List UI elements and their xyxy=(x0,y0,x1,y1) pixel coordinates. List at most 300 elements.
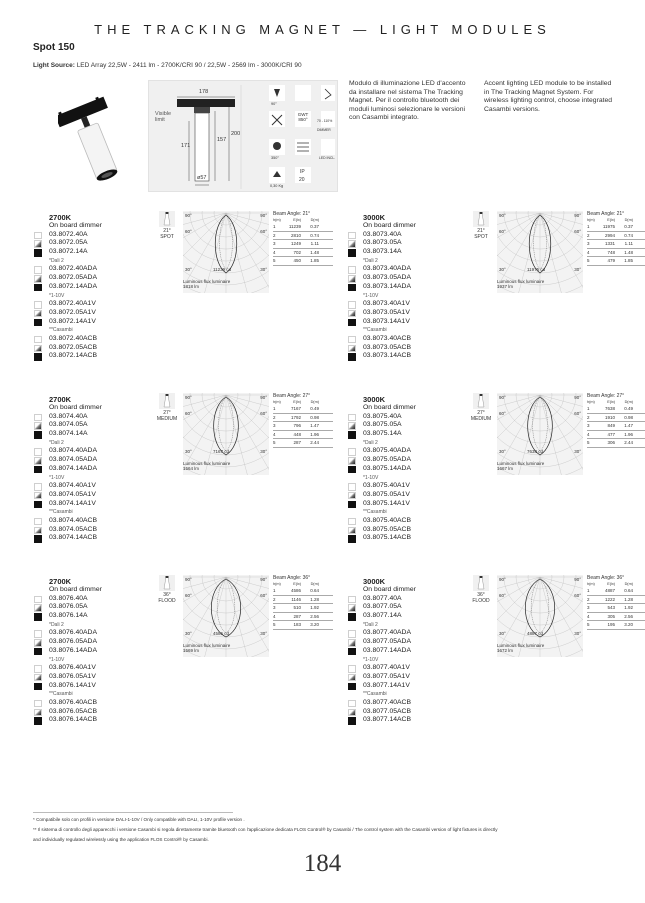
product-code xyxy=(33,265,173,274)
product-code-text: 03.8077.14ADA xyxy=(363,646,411,654)
row-diameter: 1.28 xyxy=(624,596,633,602)
flux-value: 1569 lm xyxy=(183,648,200,653)
row-diameter: 1.96 xyxy=(624,431,633,437)
row-height: 2 xyxy=(587,232,590,238)
beam-table-row xyxy=(273,232,333,241)
col-illuminance: E(lx) xyxy=(293,582,301,586)
finish-swatch xyxy=(348,353,356,361)
beam-table-row xyxy=(273,414,333,423)
product-code-text: 03.8076.14A xyxy=(49,612,88,620)
beam-table-row xyxy=(587,223,645,232)
control-type-note: *Dali 2 xyxy=(363,621,378,628)
col-height: h(m) xyxy=(587,400,595,404)
beam-angle-value: 36° xyxy=(302,575,311,581)
col-height: h(m) xyxy=(273,218,281,222)
product-code-text: 03.8072.14A xyxy=(49,248,88,256)
row-illuminance: 11975 xyxy=(602,224,615,229)
finish-swatch xyxy=(34,630,42,638)
flux-value: 1818 lm xyxy=(183,284,200,289)
angle-30-left: 30° xyxy=(499,267,506,272)
product-code xyxy=(33,231,173,240)
finish-swatch xyxy=(34,527,42,535)
beam-angle-badge: 36° xyxy=(163,592,171,598)
color-temperature: 3000K xyxy=(363,395,386,404)
beam-table-row xyxy=(587,613,645,622)
product-code xyxy=(347,248,487,257)
product-code xyxy=(33,682,173,691)
product-code xyxy=(347,335,487,344)
onboard-dimmer-label: On board dimmer xyxy=(363,586,416,593)
row-illuminance: 2994 xyxy=(604,232,615,238)
description-italian: Modulo di illuminazione LED d'accento da installare nel sistema The Tracking Magnet. Per il controllo bluetooth dei moduli luminosi selezionare le versioni con Casambi integrato. xyxy=(349,80,466,122)
finish-swatch xyxy=(348,310,356,318)
product-code-text: 03.8074.14ACB xyxy=(49,534,97,542)
beam-angle-value: 27° xyxy=(302,393,311,399)
angle-60-right: 60° xyxy=(260,229,267,234)
product-code-text: 03.8075.05A xyxy=(363,421,402,429)
row-diameter: 2.56 xyxy=(624,613,633,619)
finish-swatch xyxy=(34,709,42,717)
row-height: 3 xyxy=(587,605,590,611)
product-code xyxy=(33,344,173,353)
finish-swatch xyxy=(34,518,42,526)
beam-spot-icon xyxy=(159,575,175,591)
beam-table-row xyxy=(273,405,333,414)
flux-label: Luminous flux luminaire xyxy=(183,461,231,466)
row-height: 4 xyxy=(587,431,590,437)
row-height: 4 xyxy=(587,613,590,619)
control-type-note: **Casambi xyxy=(363,327,387,334)
row-illuminance: 7167 xyxy=(290,406,301,411)
product-code-text: 03.8076.14ACB xyxy=(49,716,97,724)
beam-table xyxy=(587,575,645,630)
product-code xyxy=(347,421,487,430)
product-code xyxy=(33,595,173,604)
tilt-range-label: 70 - 110% xyxy=(317,119,333,123)
row-diameter: 0.98 xyxy=(624,414,633,420)
finish-swatch xyxy=(34,431,42,439)
dimension-157: 157 xyxy=(217,137,227,143)
beam-table-row xyxy=(587,596,645,605)
row-illuminance: 2810 xyxy=(290,232,301,238)
peak-candela: 4887 cd xyxy=(527,631,544,636)
product-code-text: 03.8077.40A1V xyxy=(363,664,410,672)
product-code xyxy=(33,603,173,612)
angle-30-left: 30° xyxy=(185,449,192,454)
product-code xyxy=(33,612,173,621)
row-height: 1 xyxy=(587,224,590,229)
dimension-diameter: ø57 xyxy=(197,175,207,181)
angle-30-right: 30° xyxy=(574,631,581,636)
product-code-text: 03.8074.05A xyxy=(49,421,88,429)
finish-swatch xyxy=(348,604,356,612)
beam-table xyxy=(587,211,645,266)
product-code xyxy=(347,283,487,292)
row-diameter: 1.92 xyxy=(310,605,319,611)
light-source-text: LED Array 22,5W - 2411 lm - 2700K/CRI 90 / 22,5W - 2569 lm - 3000K/CRI 90 xyxy=(74,62,302,69)
beam-type-name: MEDIUM xyxy=(156,416,178,422)
row-diameter: 1.47 xyxy=(310,423,319,429)
row-diameter: 1.48 xyxy=(310,249,319,255)
row-height: 1 xyxy=(587,406,590,411)
beam-table-row xyxy=(587,257,645,266)
technical-drawing-panel xyxy=(148,80,338,192)
beam-spot-icon xyxy=(473,575,489,591)
beam-table-row xyxy=(587,439,645,448)
color-temperature: 3000K xyxy=(363,213,386,222)
angle-30-right: 30° xyxy=(574,267,581,272)
row-height: 3 xyxy=(587,423,590,429)
beam-table xyxy=(273,575,333,630)
product-code xyxy=(33,500,173,509)
finish-swatch xyxy=(348,630,356,638)
row-illuminance: 543 xyxy=(607,605,615,611)
product-code-text: 03.8073.14ACB xyxy=(363,352,411,360)
product-code xyxy=(33,526,173,535)
product-code-text: 03.8075.40ACB xyxy=(363,516,411,524)
product-code xyxy=(347,595,487,604)
description-english: Accent lighting LED module to be installed in The Tracking Magnet System. For wireless lighting control, choose integrated Casambi versions. xyxy=(484,80,613,113)
row-illuminance: 11239 xyxy=(288,224,301,229)
product-code-text: 03.8075.05ADA xyxy=(363,456,411,464)
beam-type xyxy=(153,393,181,422)
product-code xyxy=(33,413,173,422)
product-code-text: 03.8073.05ACB xyxy=(363,343,411,351)
control-type-note: *Dali 2 xyxy=(49,257,64,264)
product-code xyxy=(33,708,173,717)
beam-spot-icon xyxy=(473,211,489,227)
finish-swatch xyxy=(34,492,42,500)
product-code xyxy=(347,265,487,274)
row-height: 1 xyxy=(273,588,276,593)
product-code-text: 03.8077.05A xyxy=(363,603,402,611)
finish-swatch xyxy=(348,431,356,439)
row-illuminance: 1222 xyxy=(604,596,615,602)
row-diameter: 0.64 xyxy=(624,588,633,593)
col-illuminance: E(lx) xyxy=(607,218,615,222)
beam-table-row xyxy=(587,604,645,613)
product-code-text: 03.8075.14ACB xyxy=(363,534,411,542)
row-illuminance: 305 xyxy=(607,613,615,619)
row-height: 5 xyxy=(587,440,590,446)
product-code xyxy=(347,344,487,353)
finish-swatch xyxy=(34,535,42,543)
finish-swatch xyxy=(34,275,42,283)
finish-swatch xyxy=(34,501,42,509)
product-code-text: 03.8075.14ADA xyxy=(363,464,411,472)
finish-swatch xyxy=(34,336,42,344)
product-code-text: 03.8077.05ADA xyxy=(363,638,411,646)
angle-90-left: 90° xyxy=(185,395,192,400)
product-code xyxy=(33,699,173,708)
product-code-text: 03.8076.40ADA xyxy=(49,629,97,637)
row-illuminance: 1792 xyxy=(290,414,301,420)
beam-table xyxy=(587,393,645,448)
luminous-flux xyxy=(497,279,587,289)
code-list xyxy=(33,222,173,361)
finish-swatch xyxy=(34,483,42,491)
product-code xyxy=(33,673,173,682)
finish-swatch xyxy=(34,683,42,691)
angle-60-left: 60° xyxy=(499,593,506,598)
product-code xyxy=(33,283,173,292)
finish-swatch xyxy=(34,457,42,465)
product-code-text: 03.8073.40ADA xyxy=(363,265,411,273)
product-code-text: 03.8076.05ADA xyxy=(49,638,97,646)
product-subtitle: Spot 150 xyxy=(33,42,75,53)
angle-30-left: 30° xyxy=(499,631,506,636)
finish-swatch xyxy=(34,639,42,647)
beam-table-row xyxy=(587,232,645,241)
col-illuminance: E(lx) xyxy=(293,400,301,404)
product-code xyxy=(347,231,487,240)
angle-90-right: 90° xyxy=(574,577,581,582)
product-code xyxy=(33,300,173,309)
beam-angle-badge: 36° xyxy=(477,592,485,598)
row-height: 3 xyxy=(273,423,276,429)
row-illuminance: 477 xyxy=(607,431,615,437)
product-code-text: 03.8076.40A1V xyxy=(49,664,96,672)
product-code-text: 03.8074.40ACB xyxy=(49,516,97,524)
finish-swatch xyxy=(348,717,356,725)
product-code xyxy=(347,430,487,439)
product-code xyxy=(33,517,173,526)
finish-swatch xyxy=(348,336,356,344)
product-code-text: 03.8075.40A1V xyxy=(363,482,410,490)
beam-table-row xyxy=(273,604,333,613)
product-code-text: 03.8076.14ADA xyxy=(49,646,97,654)
product-code-text: 03.8073.05A1V xyxy=(363,308,410,316)
product-code xyxy=(33,430,173,439)
light-source-line xyxy=(33,62,302,69)
led-included-label: LED INCL. xyxy=(319,156,336,160)
finish-swatch xyxy=(348,648,356,656)
footnote-divider xyxy=(33,812,233,813)
angle-30-left: 30° xyxy=(499,449,506,454)
code-list xyxy=(347,404,487,543)
row-illuminance: 702 xyxy=(293,249,301,255)
footnote-3: and individually regulated wirelessly using the application FLOS Control® by Casambi. xyxy=(33,837,209,842)
product-code-text: 03.8072.40ACB xyxy=(49,334,97,342)
beam-angle-badge: 27° xyxy=(477,410,485,416)
variant-block xyxy=(33,213,333,383)
beam-table-row xyxy=(273,587,333,596)
onboard-dimmer-label: On board dimmer xyxy=(49,222,102,229)
dimension-drawing xyxy=(149,81,339,193)
angle-30-right: 30° xyxy=(260,267,267,272)
product-code xyxy=(347,629,487,638)
flux-label: Luminous flux luminaire xyxy=(497,643,545,648)
angle-90-left: 90° xyxy=(185,213,192,218)
luminous-flux xyxy=(183,279,273,289)
product-code xyxy=(33,318,173,327)
row-height: 5 xyxy=(587,258,590,264)
angle-30-right: 30° xyxy=(260,449,267,454)
beam-angle-value: 36° xyxy=(616,575,625,581)
row-height: 3 xyxy=(273,605,276,611)
control-type-note: *Dali 2 xyxy=(49,621,64,628)
row-illuminance: 1331 xyxy=(604,241,615,247)
product-code xyxy=(33,647,173,656)
finish-swatch xyxy=(348,240,356,248)
control-type-note: **Casambi xyxy=(49,691,73,698)
row-diameter: 0.37 xyxy=(310,224,319,229)
row-illuminance: 1249 xyxy=(290,241,301,247)
row-diameter: 2.44 xyxy=(310,440,319,446)
beam-angle-label: Beam Angle: xyxy=(587,393,616,399)
finish-swatch xyxy=(34,466,42,474)
row-diameter: 1.85 xyxy=(310,258,319,264)
visible-limit-label: Visible limit xyxy=(155,111,172,123)
product-code xyxy=(347,309,487,318)
beam-table-row xyxy=(273,223,333,232)
beam-spot-icon xyxy=(473,393,489,409)
product-code xyxy=(33,482,173,491)
beam-angle-label: Beam Angle: xyxy=(587,575,616,581)
finish-swatch xyxy=(34,345,42,353)
product-code xyxy=(347,716,487,725)
row-height: 3 xyxy=(273,241,276,247)
row-height: 1 xyxy=(587,588,590,593)
angle-90-right: 90° xyxy=(574,213,581,218)
product-code-text: 03.8076.05A xyxy=(49,603,88,611)
product-code xyxy=(33,664,173,673)
finish-swatch xyxy=(34,310,42,318)
row-height: 4 xyxy=(587,249,590,255)
product-code xyxy=(347,603,487,612)
row-height: 5 xyxy=(273,258,276,264)
product-code-text: 03.8076.05A1V xyxy=(49,672,96,680)
product-code-text: 03.8074.40A xyxy=(49,412,88,420)
flux-value: 1937 lm xyxy=(497,284,514,289)
beam-table-row xyxy=(273,422,333,431)
angle-90-right: 90° xyxy=(260,213,267,218)
beam-angle-label: Beam Angle: xyxy=(273,575,302,581)
page-title: THE TRACKING MAGNET — LIGHT MODULES xyxy=(94,22,551,37)
row-diameter: 1.92 xyxy=(624,605,633,611)
finish-swatch xyxy=(348,535,356,543)
row-illuminance: 796 xyxy=(293,423,301,429)
col-illuminance: E(lx) xyxy=(293,218,301,222)
product-code xyxy=(347,239,487,248)
finish-swatch xyxy=(348,414,356,422)
product-code-text: 03.8074.14A1V xyxy=(49,499,96,507)
finish-swatch xyxy=(348,457,356,465)
angle-60-right: 60° xyxy=(574,411,581,416)
peak-candela: 7638 cd xyxy=(527,449,544,454)
finish-swatch xyxy=(348,674,356,682)
beam-type xyxy=(153,211,181,240)
row-diameter: 1.48 xyxy=(624,249,633,255)
control-type-note: *1-10V xyxy=(49,656,65,663)
row-diameter: 0.37 xyxy=(624,224,633,229)
product-code xyxy=(347,456,487,465)
luminous-flux xyxy=(497,643,587,653)
product-code xyxy=(347,526,487,535)
row-illuminance: 287 xyxy=(293,440,301,446)
angle-60-right: 60° xyxy=(574,229,581,234)
control-type-note: *1-10V xyxy=(363,474,379,481)
beam-type xyxy=(467,575,495,604)
beam-table-row xyxy=(273,439,333,448)
product-code xyxy=(33,335,173,344)
color-temperature: 3000K xyxy=(363,577,386,586)
beam-table-row xyxy=(587,240,645,249)
product-code xyxy=(347,673,487,682)
col-diameter: D(m) xyxy=(310,400,319,404)
finish-swatch xyxy=(348,345,356,353)
luminous-flux xyxy=(183,461,273,471)
product-code xyxy=(347,664,487,673)
row-illuminance: 510 xyxy=(293,605,301,611)
beam-table-row xyxy=(273,249,333,258)
angle-30-right: 30° xyxy=(260,631,267,636)
finish-swatch xyxy=(34,648,42,656)
control-type-note: *1-10V xyxy=(363,656,379,663)
angle-60-left: 60° xyxy=(185,229,192,234)
product-code-text: 03.8076.40A xyxy=(49,594,88,602)
angle-90-right: 90° xyxy=(574,395,581,400)
row-height: 4 xyxy=(273,431,276,437)
control-type-note: **Casambi xyxy=(363,691,387,698)
finish-swatch xyxy=(348,266,356,274)
flux-label: Luminous flux luminaire xyxy=(183,643,231,648)
weight-label: 0,30 Kg xyxy=(270,184,284,188)
product-code-text: 03.8073.40A1V xyxy=(363,300,410,308)
product-code xyxy=(33,491,173,500)
col-diameter: D(m) xyxy=(310,582,319,586)
product-code xyxy=(33,534,173,543)
finish-swatch xyxy=(348,639,356,647)
beam-angle-value: 21° xyxy=(302,211,311,217)
flux-label: Luminous flux luminaire xyxy=(183,279,231,284)
control-type-note: *Dali 2 xyxy=(363,257,378,264)
beam-angle-label: Beam Angle: xyxy=(273,393,302,399)
gwt-label: GWT 850° xyxy=(297,112,309,122)
product-code-text: 03.8072.40A xyxy=(49,230,88,238)
product-code-text: 03.8076.40ACB xyxy=(49,698,97,706)
beam-table-row xyxy=(273,257,333,266)
row-diameter: 1.96 xyxy=(310,431,319,437)
finish-swatch xyxy=(348,665,356,673)
row-illuminance: 4887 xyxy=(604,588,615,593)
beam-angle-value: 21° xyxy=(616,211,625,217)
angle-30-left: 30° xyxy=(185,631,192,636)
product-code xyxy=(347,274,487,283)
product-code-text: 03.8077.05A1V xyxy=(363,672,410,680)
col-diameter: D(m) xyxy=(310,218,319,222)
flux-label: Luminous flux luminaire xyxy=(497,279,545,284)
product-code-text: 03.8075.05A1V xyxy=(363,490,410,498)
control-type-note: **Casambi xyxy=(49,509,73,516)
row-diameter: 1.11 xyxy=(310,241,319,247)
product-code xyxy=(347,352,487,361)
product-code xyxy=(347,638,487,647)
row-height: 2 xyxy=(273,414,276,420)
row-illuminance: 306 xyxy=(607,440,615,446)
row-height: 2 xyxy=(273,232,276,238)
col-height: h(m) xyxy=(587,218,595,222)
light-source-label: Light Source: xyxy=(33,62,75,69)
angle-90-right: 90° xyxy=(260,577,267,582)
row-diameter: 0.49 xyxy=(310,406,319,411)
finish-swatch xyxy=(34,422,42,430)
finish-swatch xyxy=(348,709,356,717)
product-code xyxy=(347,447,487,456)
row-height: 2 xyxy=(273,596,276,602)
finish-swatch xyxy=(34,700,42,708)
product-code-text: 03.8075.40ADA xyxy=(363,447,411,455)
